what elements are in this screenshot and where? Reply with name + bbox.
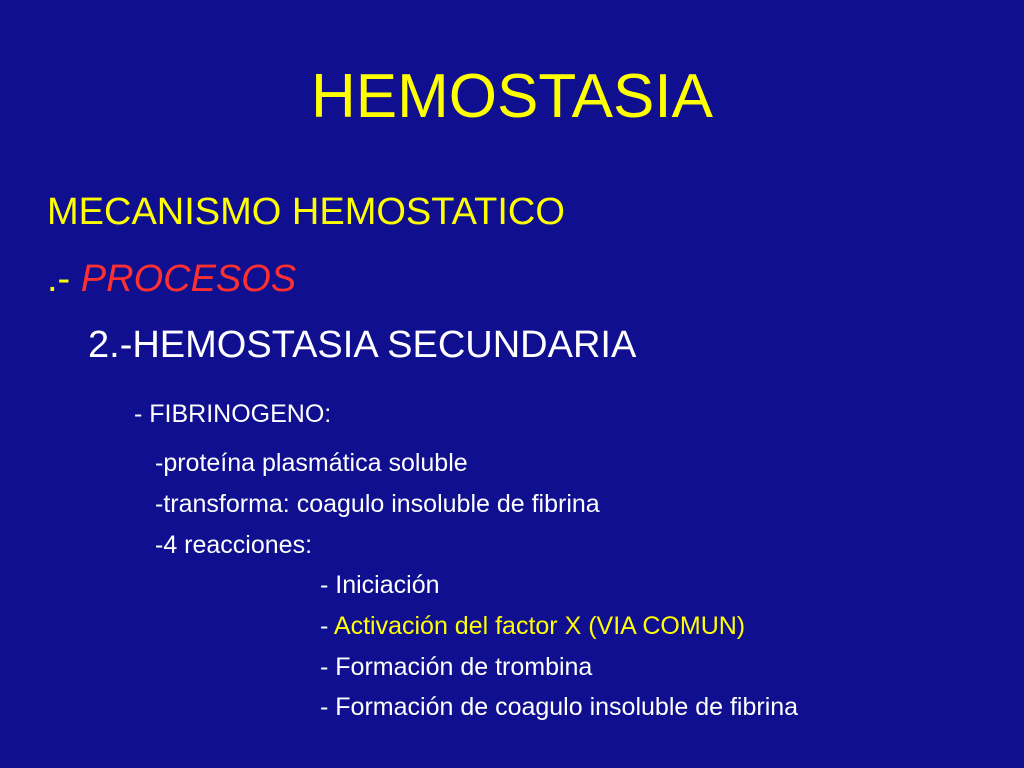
reaction-dash: -	[320, 612, 334, 640]
slide-title: HEMOSTASIA	[311, 62, 713, 131]
reaction-text: Iniciación	[335, 571, 440, 599]
procesos-prefix: .-	[47, 258, 81, 300]
reaction-dash: -	[320, 653, 336, 681]
reaction-activacion	[320, 614, 745, 639]
point-transforma: -transforma: coagulo insoluble de fibrina	[155, 490, 600, 518]
reaction-iniciacion	[320, 573, 440, 598]
reaction-text: Activación del factor X (VIA COMUN)	[333, 612, 746, 640]
heading-mecanismo: MECANISMO HEMOSTATICO	[47, 191, 565, 233]
reaction-coagulo	[320, 695, 798, 720]
reaction-text: Formación de coagulo insoluble de fibrina	[335, 693, 799, 721]
heading-procesos	[47, 260, 296, 298]
reaction-dash: -	[320, 693, 336, 721]
topic-fibrinogeno: - FIBRINOGENO:	[134, 400, 332, 428]
point-reacciones: -4 reacciones:	[155, 531, 313, 559]
reaction-text: Formación de trombina	[335, 653, 593, 681]
reaction-dash: -	[320, 571, 336, 599]
section-hemostasia-secundaria: 2.-HEMOSTASIA SECUNDARIA	[88, 324, 637, 366]
procesos-label: PROCESOS	[80, 258, 297, 300]
point-proteina: -proteína plasmática soluble	[155, 449, 468, 477]
reaction-trombina	[320, 655, 592, 680]
